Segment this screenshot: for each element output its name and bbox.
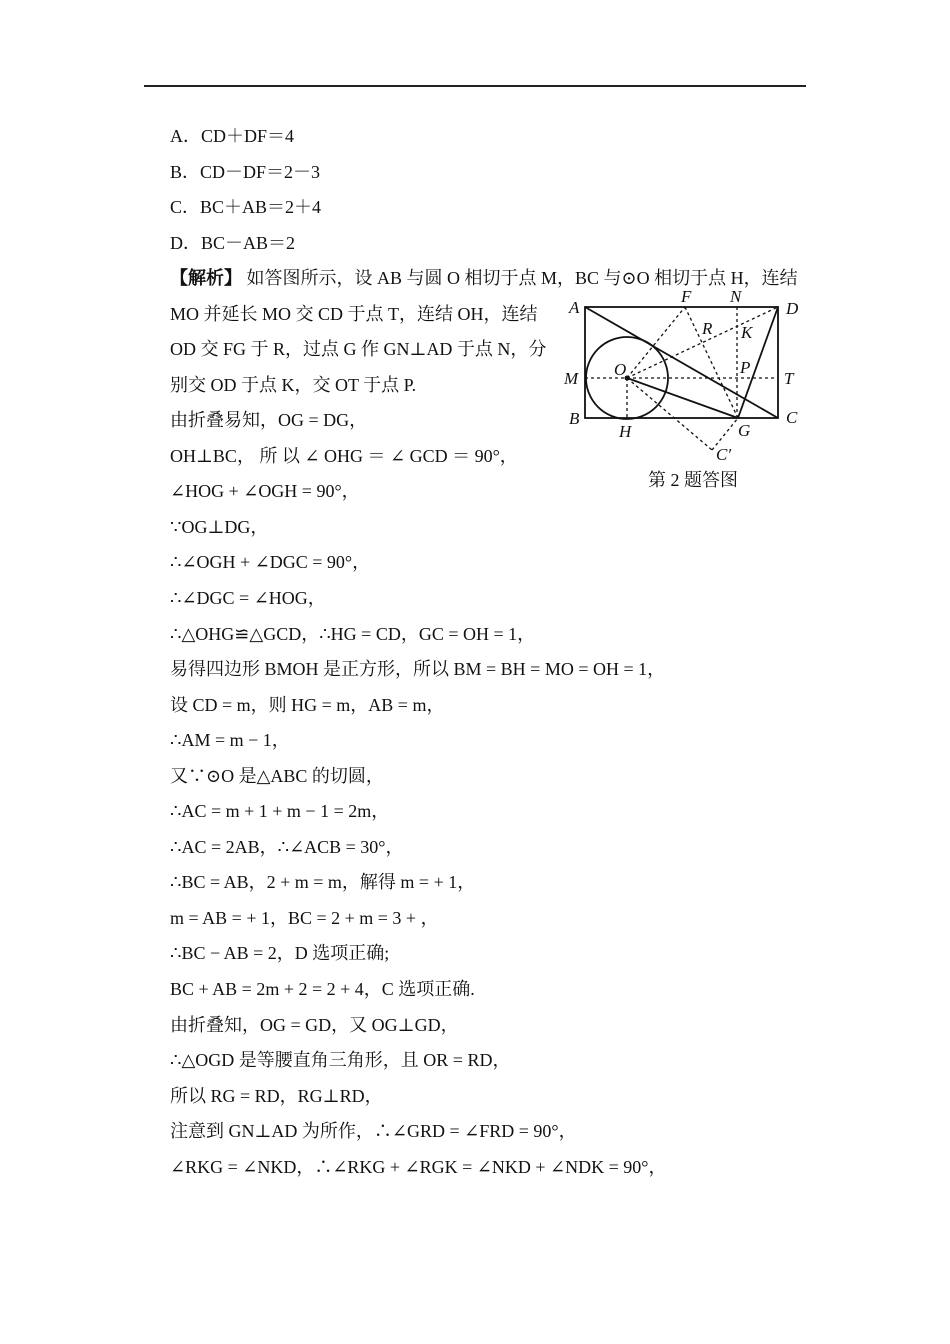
analysis-line-5: OH⊥BC， 所 以 ∠ OHG ＝ ∠ GCD ＝ 90°， [170,445,518,466]
svg-text:P: P [740,358,751,377]
analysis-line-21: 由折叠知，OG = GD，又 OG⊥GD， [170,1014,459,1035]
analysis-line-11: 易得四边形 BMOH 是正方形，所以 BM = BH = MO = OH = 1， [170,659,666,680]
analysis-line-10: ∴△OHG≌△GCD，∴HG = CD，GC = OH = 1， [170,623,536,644]
figure-caption: 第 2 题答图 [648,470,738,490]
analysis-line-6: ∠HOG + ∠OGH = 90°， [170,481,360,502]
svg-text:A: A [569,298,580,317]
option-d: D．BC－AB＝2 [170,232,296,253]
option-c: C．BC＋AB＝2＋4 [170,197,322,217]
svg-text:M: M [564,369,579,388]
analysis-line-2: OD 交 FG 于 R，过点 G 作 GN⊥AD 于点 N，分 [170,339,547,360]
geometry-figure [0,0,950,500]
analysis-line-0: 【解析】 如答图所示，设 AB 与圆 O 相切于点 M，BC 与⊙O 相切于点 H，连结 [170,268,798,288]
analysis-line-12: 设 CD = m，则 HG = m，AB = m， [170,694,445,715]
svg-text:C′: C′ [716,445,732,464]
analysis-line-18: m = AB = + 1，BC = 2 + m = 3 + ， [170,907,439,928]
analysis-line-16: ∴AC = 2AB，∴∠ACB = 30°， [170,836,404,857]
svg-text:B: B [569,409,580,428]
analysis-line-9: ∴∠DGC = ∠HOG， [170,587,326,608]
svg-text:O: O [614,360,627,379]
analysis-line-23: 所以 RG = RD，RG⊥RD， [170,1085,383,1106]
analysis-line-22: ∴△OGD 是等腰直角三角形，且 OR = RD， [170,1050,511,1071]
analysis-line-4: 由折叠易知，OG = DG， [170,410,368,431]
analysis-line-25: ∠RKG = ∠NKD，∴∠RKG + ∠RGK = ∠NKD + ∠NDK = 90°， [170,1156,667,1177]
option-a: A．CD＋DF＝4 [170,126,295,146]
analysis-line-7: ∵OG⊥DG， [170,516,269,537]
svg-text:K: K [741,323,753,342]
svg-text:H: H [619,422,632,441]
svg-text:D: D [786,299,799,318]
analysis-line-24: 注意到 GN⊥AD 为所作，∴∠GRD = ∠FRD = 90°， [170,1121,577,1142]
analysis-line-8: ∴∠OGH + ∠DGC = 90°， [170,552,371,573]
analysis-label: 【解析】 [170,268,242,288]
svg-text:N: N [730,287,742,306]
svg-text:T: T [784,369,794,388]
segment-oc2 [627,378,712,450]
analysis-line-13: ∴AM = m − 1， [170,730,290,751]
svg-text:C: C [786,408,798,427]
svg-text:R: R [702,319,713,338]
analysis-line-3: 别交 OD 于点 K，交 OT 于点 P. [170,374,417,395]
analysis-line-20: BC + AB = 2m + 2 = 2 + 4，C 选项正确. [170,979,475,999]
segment-of [627,307,685,378]
analysis-line-19: ∴BC − AB = 2，D 选项正确; [170,943,390,964]
analysis-line-15: ∴AC = m + 1 + m − 1 = 2m， [170,801,390,822]
svg-text:G: G [738,421,751,440]
svg-text:F: F [681,287,692,306]
analysis-line-17: ∴BC = AB，2 + m = m，解得 m = + 1， [170,872,476,893]
analysis-line-14: 又∵⊙O 是△ABC 的切圆， [170,765,384,786]
analysis-line-1: MO 并延长 MO 交 CD 于点 T，连结 OH，连结 [170,303,538,324]
option-b: B．CD－DF＝2－3 [170,161,321,182]
